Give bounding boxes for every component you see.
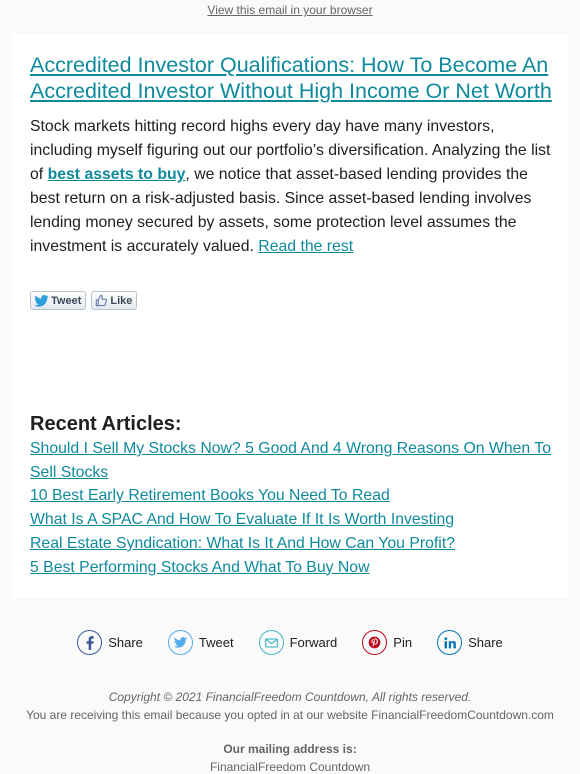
twitter-share-button[interactable] bbox=[168, 630, 234, 655]
list-item bbox=[30, 437, 560, 484]
pinterest-icon bbox=[362, 630, 387, 655]
linkedin-share-label: Share bbox=[468, 635, 503, 650]
linkedin-share-button[interactable] bbox=[437, 630, 503, 655]
tweet-button[interactable] bbox=[30, 291, 86, 310]
list-item bbox=[30, 532, 560, 556]
list-item bbox=[30, 484, 560, 508]
excerpt-text-2: , we notice that asset-based lending provides the best return on a risk-adjusted basis. Since asset-based lending involves lending money secured by assets, some protection level assumes the investment is accurately valued. bbox=[30, 166, 532, 255]
twitter-icon bbox=[168, 630, 193, 655]
list-item bbox=[30, 556, 560, 580]
linkedin-icon bbox=[437, 630, 462, 655]
recent-articles-list bbox=[30, 437, 560, 579]
recent-article-link[interactable]: What Is A SPAC And How To Evaluate If It Is Worth Investing bbox=[30, 511, 455, 529]
facebook-share-button[interactable] bbox=[77, 630, 143, 655]
top-bar bbox=[0, 0, 580, 34]
like-label: Like bbox=[110, 294, 133, 307]
copyright-text: Copyright © 2021 FinancialFreedom Countdown, All rights reserved. bbox=[108, 690, 472, 704]
forward-label: Forward bbox=[289, 635, 338, 650]
mailing-address-heading: Our mailing address is: bbox=[223, 742, 357, 756]
share-bar bbox=[0, 630, 580, 655]
article-card bbox=[12, 34, 568, 598]
view-in-browser-link[interactable]: View this email in your browser bbox=[207, 3, 373, 17]
like-button[interactable] bbox=[91, 291, 137, 310]
mini-social-buttons bbox=[30, 291, 137, 310]
thumbs-up-icon bbox=[95, 294, 108, 307]
article-title-link[interactable]: Accredited Investor Qualifications: How To Become An Accredited Investor Without High Income Or Net Worth bbox=[30, 53, 552, 103]
pin-label: Pin bbox=[393, 635, 413, 650]
recent-article-link[interactable]: Real Estate Syndication: What Is It And How Can You Profit? bbox=[30, 534, 455, 552]
twitter-bird-icon bbox=[34, 295, 49, 307]
recent-articles-heading: Recent Articles: bbox=[30, 413, 182, 435]
footer bbox=[0, 688, 580, 774]
facebook-icon bbox=[77, 630, 102, 655]
recent-article-link[interactable]: 5 Best Performing Stocks And What To Buy Now bbox=[30, 558, 370, 576]
recent-article-link[interactable]: 10 Best Early Retirement Books You Need To Read bbox=[30, 487, 390, 505]
best-assets-link[interactable]: best assets to buy bbox=[47, 166, 186, 183]
article-excerpt bbox=[30, 115, 558, 259]
list-item bbox=[30, 508, 560, 532]
recent-article-link[interactable]: Should I Sell My Stocks Now? 5 Good And 4 Wrong Reasons On When To Sell Stocks bbox=[30, 440, 551, 481]
forward-button[interactable] bbox=[259, 630, 338, 655]
pinterest-pin-button[interactable] bbox=[362, 630, 412, 655]
forward-icon bbox=[259, 630, 284, 655]
mailing-address-name: FinancialFreedom Countdown bbox=[209, 760, 371, 774]
excerpt-text-1: Stock markets hitting record highs every day have many investors, including myself figuring out our portfolio’s diversification. Analyzing the list of bbox=[30, 118, 551, 183]
tweet-label: Tweet bbox=[198, 635, 234, 650]
subscription-notice: You are receiving this email because you opted in at our website FinancialFreedomCountdown.com bbox=[26, 708, 554, 722]
read-the-rest-link[interactable]: Read the rest bbox=[258, 238, 354, 255]
tweet-label: Tweet bbox=[51, 294, 82, 307]
share-label: Share bbox=[108, 635, 143, 650]
